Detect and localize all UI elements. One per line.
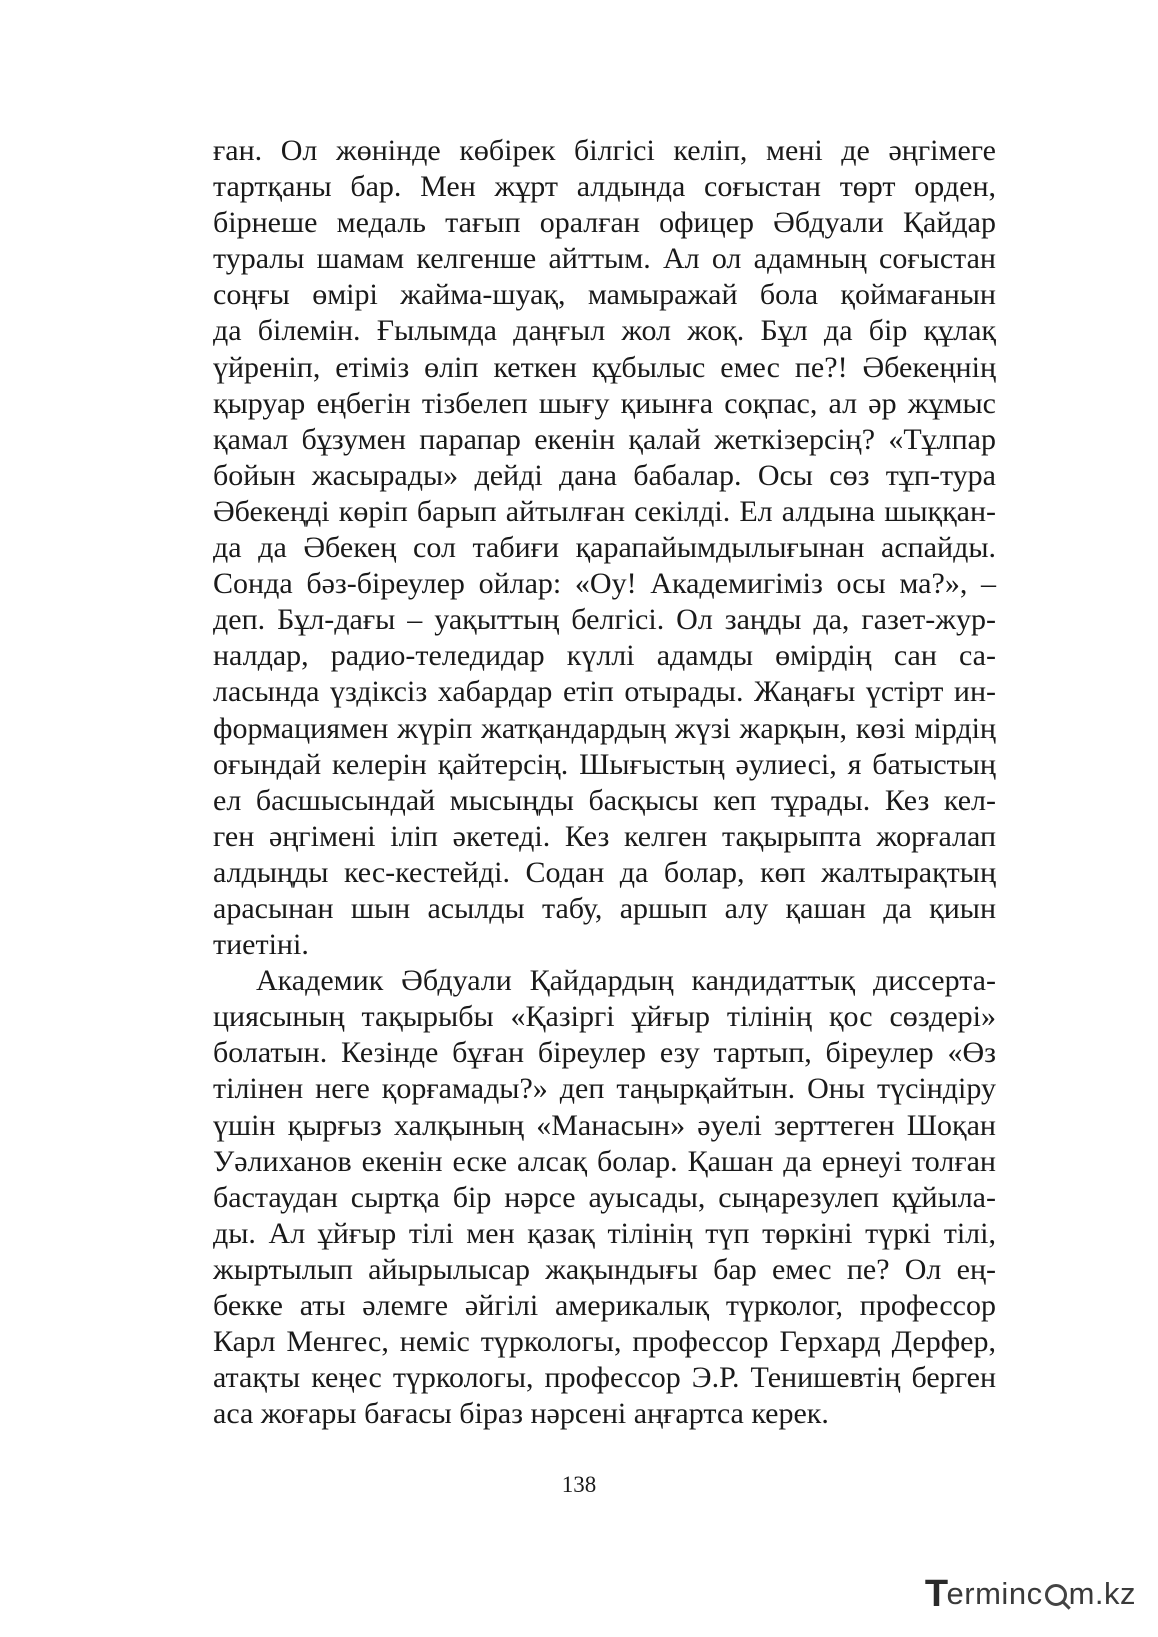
text-line: Карл Менгес, неміс түркологы, профессор Герхард Дерфер,	[213, 1325, 996, 1359]
text-line: алдыңды кес-кестейді. Содан да болар, көп жалтырақтың	[213, 855, 996, 889]
text-line: тілінен неге қорғамады?» деп таңырқайтын. Оны түсіндіру	[213, 1072, 996, 1106]
text-line: арасынан шын асылды табу, аршып алу қашан да қиын	[213, 891, 996, 925]
text-line: тартқаны бар. Мен жұрт алдында соғыстан төрт орден,	[213, 170, 996, 204]
text-line: бірнеше медаль тағып оралған офицер Әбдуали Қайдар	[213, 206, 996, 240]
text-line: үшін қырғыз халқының «Манасын» әуелі зерттеген Шоқан	[213, 1108, 996, 1142]
text-line: тиетіні.	[213, 928, 309, 962]
text-line: ген әңгімені іліп әкетеді. Кез келген тақырыпта жорғалап	[213, 819, 996, 853]
text-line: Уәлиханов екенін еске алсақ болар. Қашан да ернеуі толған	[213, 1144, 996, 1178]
text-line: туралы шамам келгенше айттым. Ал ол адамның соғыстан	[213, 242, 996, 276]
text-line: ел басшысындай мысыңды басқысы кеп тұрады. Кез кел-	[213, 783, 996, 817]
watermark-text: ermin	[946, 1576, 1027, 1611]
text-line: ған. Ол жөнінде көбірек білгісі келіп, мені де әңгімеге	[213, 134, 996, 167]
watermark-text: c	[1026, 1576, 1043, 1611]
site-watermark-logo	[925, 1572, 1136, 1616]
text-line: үйреніп, етіміз өліп кеткен құбылыс емес пе?! Әбекеңнің	[213, 350, 996, 384]
text-line: болатын. Кезінде бұған біреулер езу тартып, біреулер «Өз	[213, 1036, 996, 1070]
text-line: соңғы өмірі жайма-шуақ, мамыражай бола қоймағанын	[213, 278, 996, 312]
magnifier-icon	[1045, 1584, 1067, 1606]
text-line: деп. Бұл-дағы – уақыттың белгісі. Ол заңды да, газет-жур-	[213, 603, 996, 637]
text-line: бастаудан сыртқа бір нәрсе ауысады, сыңарезулеп құйыла-	[213, 1180, 996, 1214]
text-line: бойын жасырады» дейді дана бабалар. Осы сөз тұп-тура	[213, 458, 996, 492]
paragraph-first-line: Академик Әбдуали Қайдардың кандидаттық диссерта-	[256, 964, 996, 998]
watermark-text: m.kz	[1068, 1576, 1136, 1611]
text-line: ласында үздіксіз хабардар етіп отырады. Жаңағы үстірт ин-	[213, 675, 996, 709]
text-line: қыруар еңбегін тізбелеп шығу қиынға соқпас, ал әр жұмыс	[213, 386, 996, 420]
watermark-letter: T	[924, 1572, 949, 1615]
text-line: циясының тақырыбы «Қазіргі ұйғыр тілінің қос сөздері»	[213, 1000, 996, 1034]
text-line: қамал бұзумен парапар екенін қалай жеткізерсің? «Тұлпар	[213, 422, 996, 456]
text-line: да да Әбекең сол табиғи қарапайымдылығынан аспайды.	[213, 531, 996, 565]
page-number: 138	[561, 1472, 597, 1497]
text-line: да білемін. Ғылымда даңғыл жол жоқ. Бұл да бір құлақ	[213, 314, 996, 348]
text-line: бекке аты әлемге әйгілі америкалық түрколог, профессор	[213, 1289, 996, 1322]
text-line: формациямен жүріп жатқандардың жүзі жарқын, көзі мірдің	[213, 711, 996, 745]
text-line: аса жоғары бағасы біраз нәрсені аңғартса керек.	[213, 1397, 829, 1431]
text-line: Әбекеңді көріп барып айтылған секілді. Ел алдына шыққан-	[213, 494, 996, 528]
text-line: ды. Ал ұйғыр тілі мен қазақ тілінің түп төркіні түркі тілі,	[213, 1216, 996, 1250]
text-line: атақты кеңес түркологы, профессор Э.Р. Тенишевтің берген	[213, 1361, 996, 1395]
text-line: оғындай келерін қайтерсің. Шығыстың әулиесі, я батыстың	[213, 747, 996, 781]
page-body-text	[213, 133, 996, 1432]
text-line: жыртылып айырылысар жақындығы бар емес пе? Ол ең-	[213, 1252, 996, 1286]
text-line: налдар, радио-теледидар күллі адамды өмірдің сан са-	[213, 639, 996, 673]
text-line: Сонда бәз-біреулер ойлар: «Оу! Академигіміз осы ма?», –	[213, 567, 996, 601]
